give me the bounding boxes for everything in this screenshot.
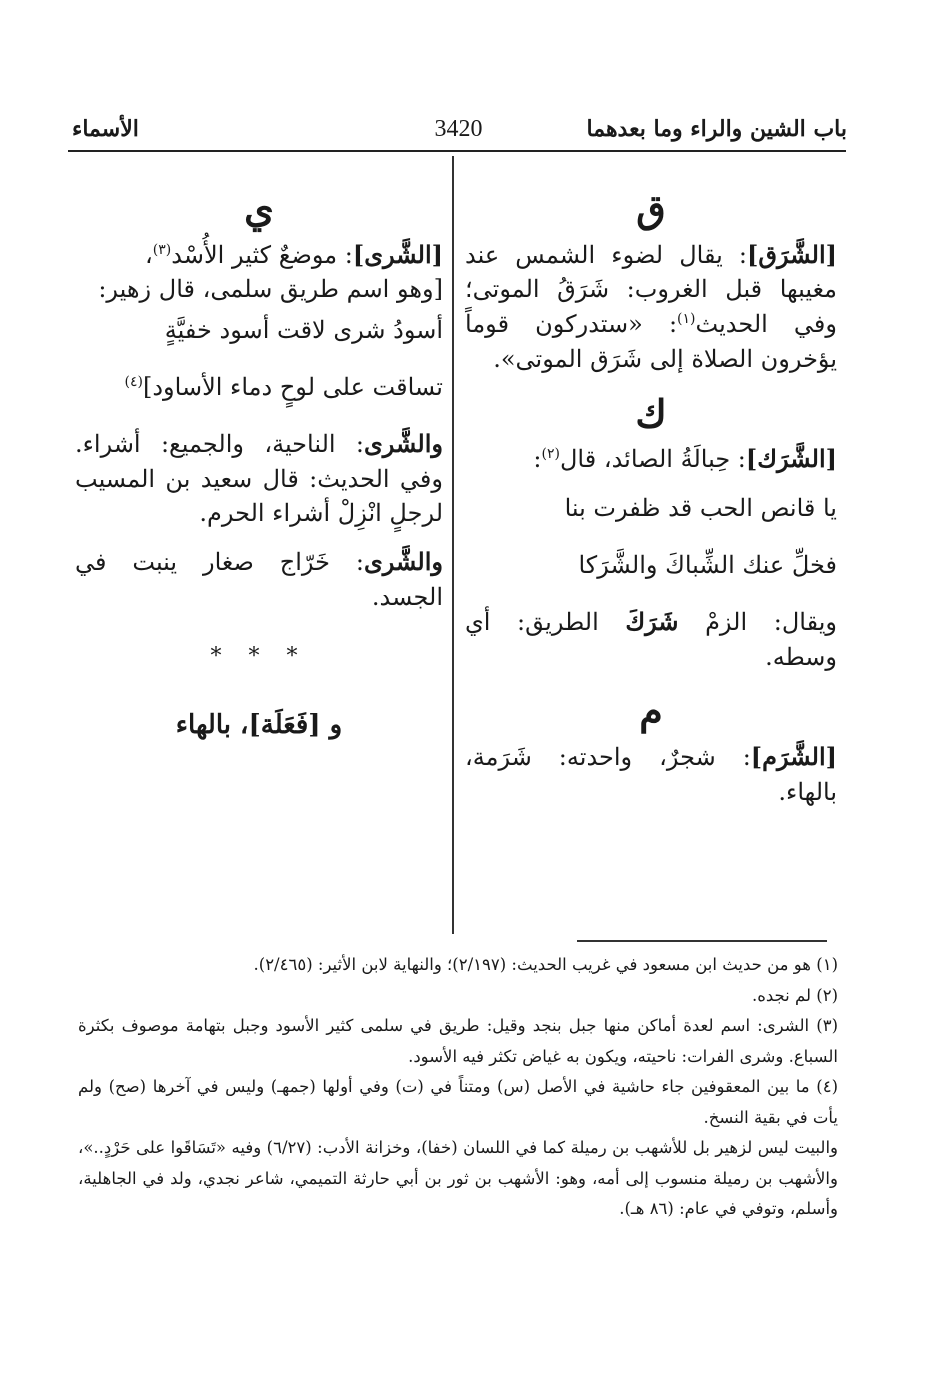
right-column bbox=[465, 186, 837, 824]
verse-line bbox=[75, 370, 443, 405]
entry-text: : «ستدركون قوماً يؤخرون الصلاة إلى شَرَق الموتى». bbox=[465, 310, 837, 373]
entry-text: [وهو اسم طريق سلمى، قال زهير: bbox=[98, 275, 443, 304]
entry-text: ، bbox=[145, 240, 153, 269]
entry-headword: [الشَّرى] bbox=[352, 239, 443, 269]
entry-text: : الناحية، والجميع: أشراء. وفي الحديث: قال سعيد بن المسيب لرجلٍ انْزِلْ أشراء الحرم. bbox=[75, 429, 443, 528]
verse-text: تساقت على لوحٍ دماء الأساود] bbox=[143, 372, 443, 401]
footnotes bbox=[78, 950, 838, 1225]
letter-heading-qaf: ق bbox=[636, 186, 666, 231]
page-header bbox=[70, 112, 847, 152]
page-number: 3420 bbox=[434, 116, 483, 142]
section-title: الأسماء bbox=[72, 116, 139, 142]
chapter-title: باب الشين والراء وما بعدهما bbox=[586, 116, 847, 142]
entry-sharam bbox=[465, 740, 837, 810]
footnote: (٢) لم نجده. bbox=[751, 985, 838, 1005]
header-rule bbox=[68, 150, 846, 152]
entry-headword: [الشَّرَك] bbox=[745, 444, 837, 474]
footnote: (٣) الشرى: اسم لعدة أماكن منها جبل بنجد وقيل: طريق في سلمى كثير الأسود وجبل بتهامة موصوف بكثرة السباع. وشرى الفرات: ناحيته، ويكون به غياض تكثر فيه الأسود. bbox=[78, 1016, 838, 1066]
entry-text: الطريق: أي وسطه. bbox=[465, 607, 837, 671]
entry-shara-region bbox=[75, 427, 443, 531]
footnote-rule bbox=[577, 940, 827, 942]
footnote-marker: (٣) bbox=[152, 241, 172, 258]
footnote: (٤) ما بين المعقوفين جاء حاشية في الأصل (س) ومتناً في (ت) وفي أولها (جمهـ) وليس في آخرها (صح) ولم يأت في بقية النسخ. bbox=[78, 1077, 838, 1127]
verse-line: أسودُ شرى لاقت أسود خفيَّةٍ bbox=[164, 316, 443, 345]
entry-headword: شَرَكَ bbox=[625, 606, 679, 636]
footnote-marker: (١) bbox=[677, 311, 696, 328]
entry-sharaq bbox=[465, 238, 837, 377]
pattern-heading: و [فَعَلَة]، بالهاء bbox=[175, 709, 343, 740]
entry-headword: [الشَّرَم] bbox=[750, 741, 837, 771]
entry-text: : يقال لضوء الشمس عند مغيبها قبل الغروب: شَرَقُ الموتى؛ وفي الحديث bbox=[465, 240, 837, 339]
entry-shara-rash bbox=[75, 545, 443, 615]
letter-heading-ya: ي bbox=[244, 186, 274, 231]
column-divider bbox=[452, 156, 454, 934]
verse-line: يا قانص الحب قد ظفرت بنا bbox=[564, 494, 837, 523]
entry-sharak bbox=[465, 442, 837, 477]
verse-line: فخلِّ عنك الشِّباكَ والشَّرَكا bbox=[578, 550, 837, 579]
entry-text: : موضعٌ كثير الأُسْد bbox=[171, 240, 353, 269]
footnote: (١) هو من حديث ابن مسعود في غريب الحديث: (٢/١٩٧)؛ والنهاية لابن الأثير: (٢/٤٦٥). bbox=[253, 955, 838, 974]
entry-text: : شجرٌ، واحدته: شَرَمة، بالهاء. bbox=[465, 742, 837, 806]
entry-sharak-usage bbox=[465, 605, 837, 675]
footnote: والبيت ليس لزهير بل للأشهب بن رميلة كما في اللسان (خفا)، وخزانة الأدب: (٦/٢٧) وفيه «تَسَاقَوا على حَرْدٍ..»، والأشهب بن رميلة منسوب إلى أمه، وهو: الأشهب بن ثور بن أبي حارثة التميمي، شاعر نجدي، ولد في الجاهلية، وأسلم، وتوفي في عام: (٨٦ هـ). bbox=[78, 1138, 838, 1219]
footnote-marker: (٢) bbox=[541, 446, 560, 463]
entry-text: : خَرّاج صغار ينبت في الجسد. bbox=[75, 548, 443, 611]
entry-headword: [الشَّرَق] bbox=[747, 239, 837, 269]
left-column bbox=[75, 186, 443, 744]
entry-shara bbox=[75, 238, 443, 308]
entry-text: : bbox=[533, 445, 542, 474]
letter-heading-kaf: ك bbox=[635, 390, 667, 436]
letter-heading-mim: م bbox=[639, 688, 663, 734]
footnote-marker: (٤) bbox=[124, 373, 143, 390]
entry-headword: والشَّرى bbox=[363, 428, 443, 458]
entry-text: : حِبالَةُ الصائد، قال bbox=[559, 445, 746, 474]
entry-headword: والشَّرى bbox=[363, 547, 443, 577]
entry-text: ويقال: الزمْ bbox=[705, 607, 837, 636]
section-separator: * * * bbox=[210, 643, 308, 669]
